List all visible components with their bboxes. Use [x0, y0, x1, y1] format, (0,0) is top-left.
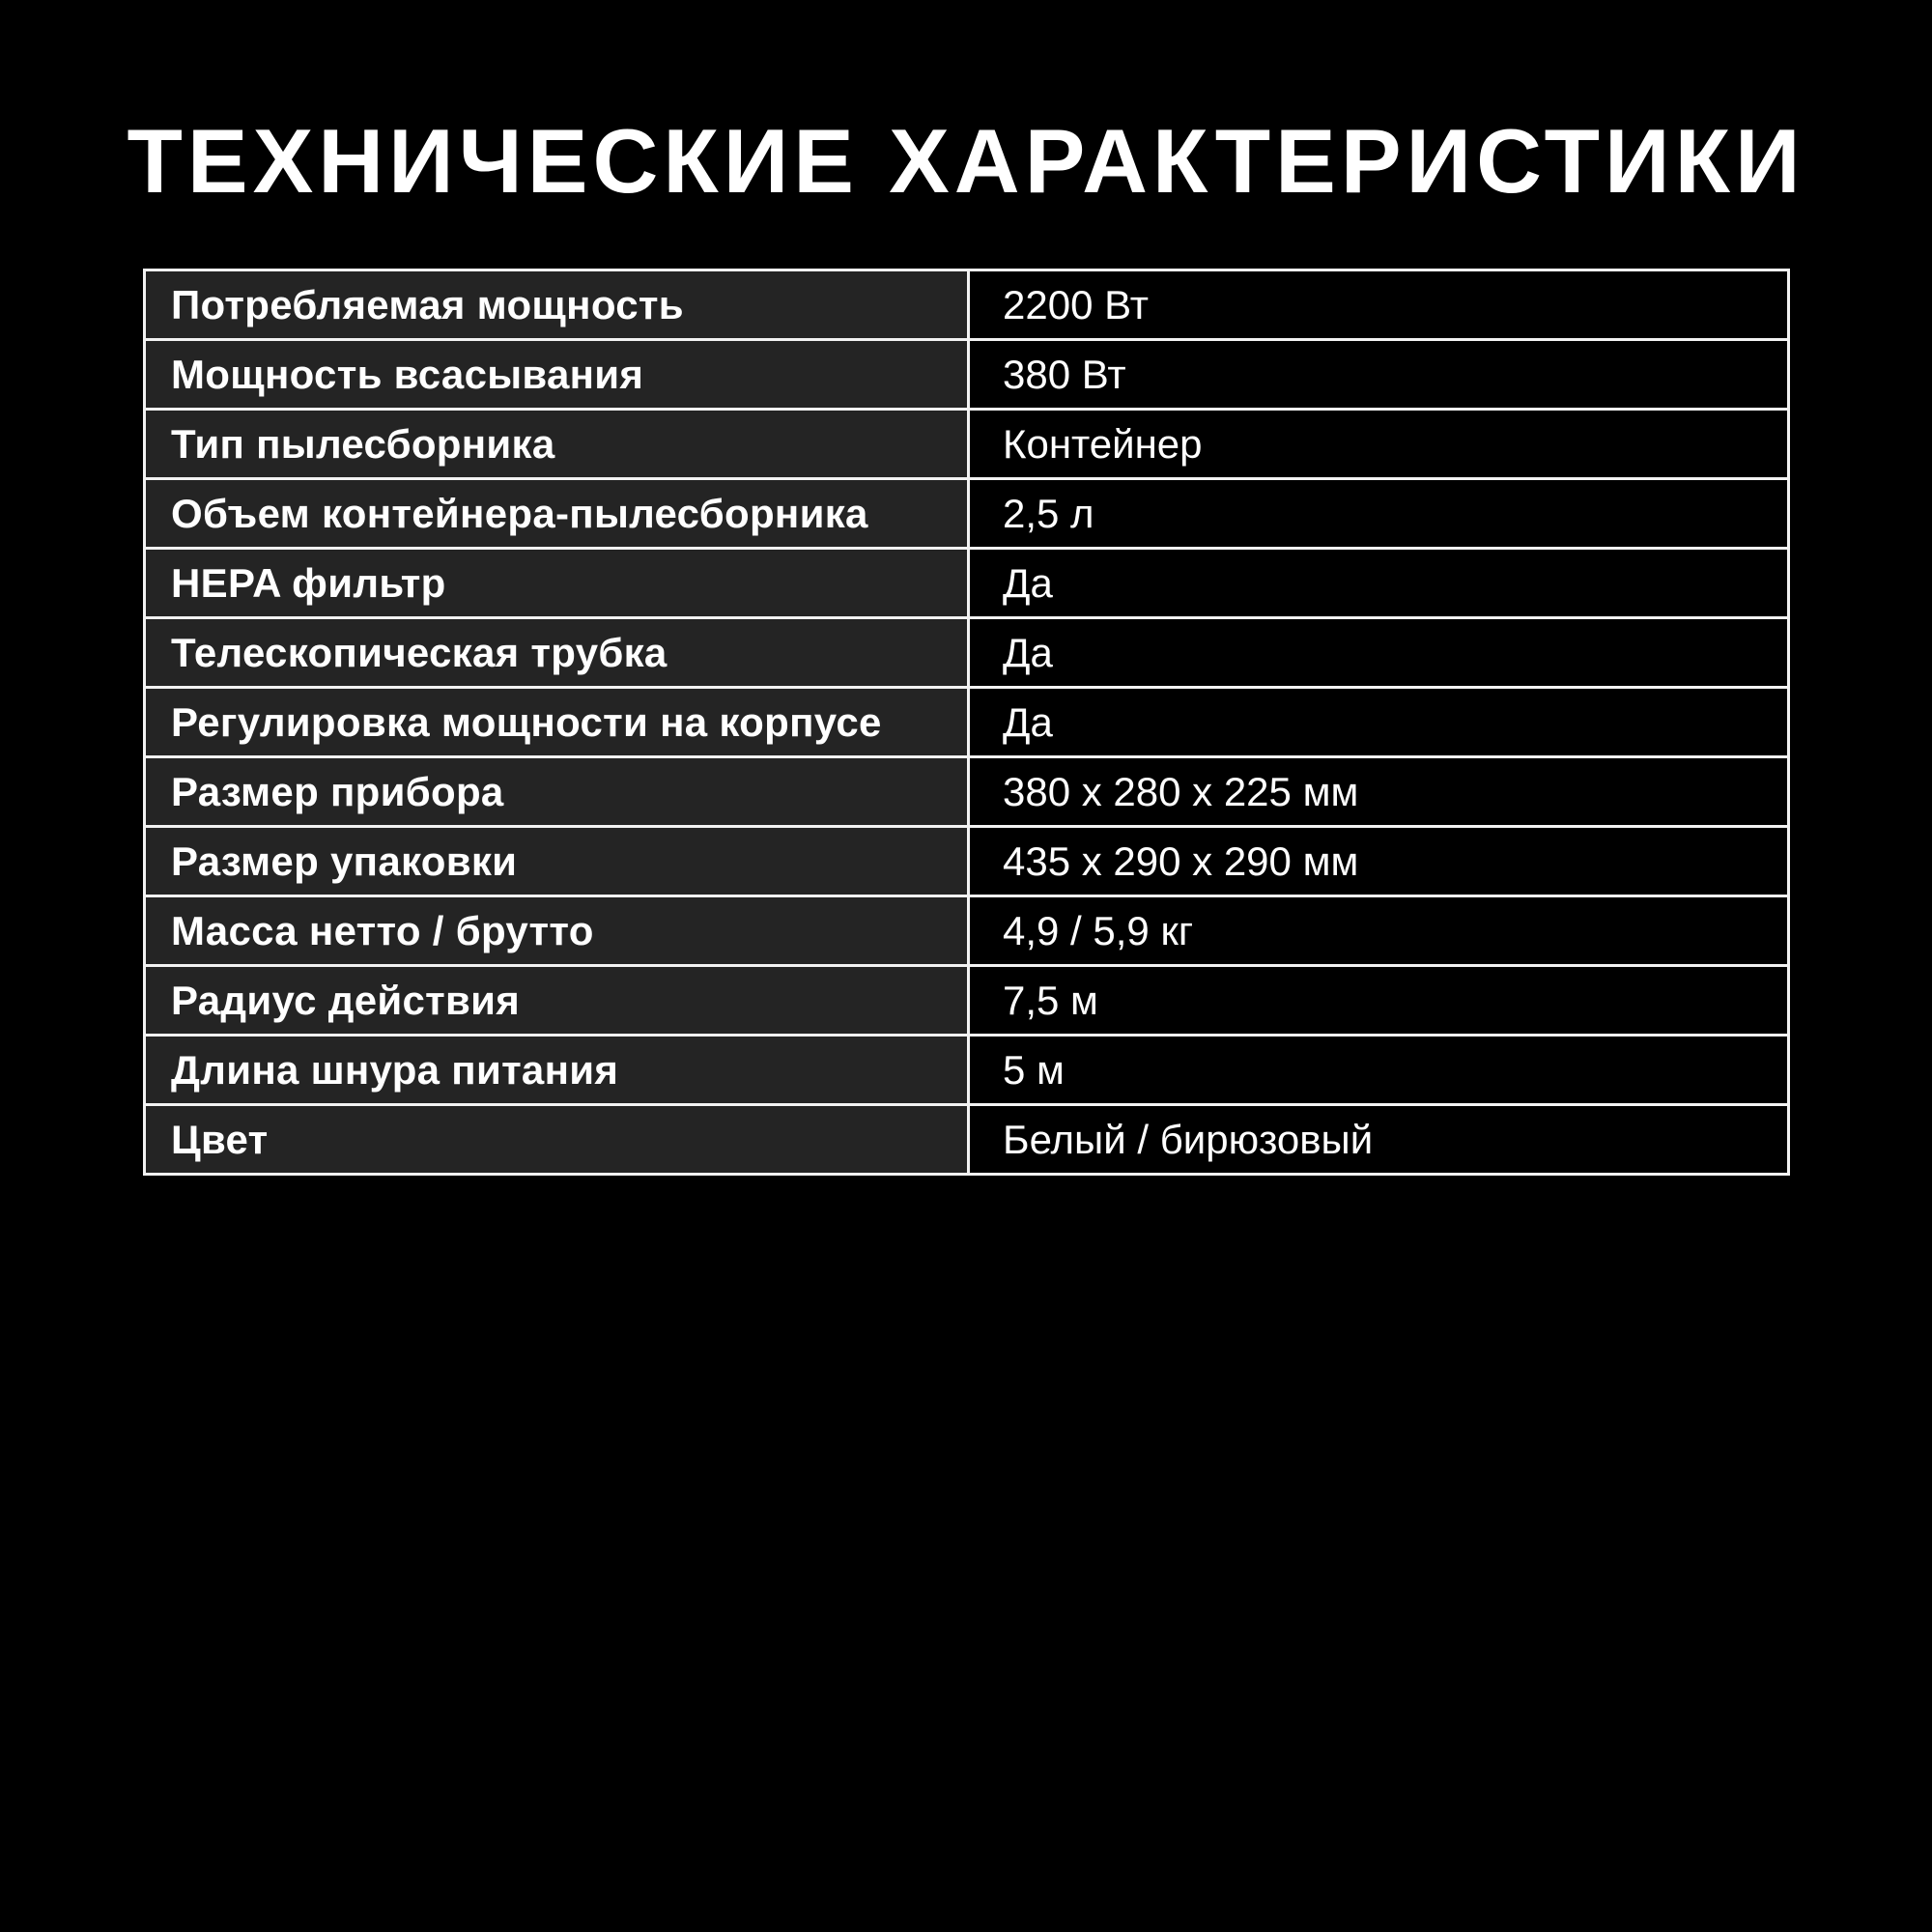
- spec-value: Контейнер: [969, 410, 1789, 479]
- table-row: [145, 340, 1789, 410]
- spec-label: Тип пылесборника: [145, 410, 969, 479]
- spec-label: Длина шнура питания: [145, 1036, 969, 1105]
- spec-value: Белый / бирюзовый: [969, 1105, 1789, 1175]
- spec-label: Цвет: [145, 1105, 969, 1175]
- spec-value: 5 м: [969, 1036, 1789, 1105]
- table-row: [145, 618, 1789, 688]
- spec-value: Да: [969, 549, 1789, 618]
- table-row: [145, 549, 1789, 618]
- table-row: [145, 896, 1789, 966]
- spec-label: Мощность всасывания: [145, 340, 969, 410]
- spec-label: Телескопическая трубка: [145, 618, 969, 688]
- specifications-table: [143, 269, 1790, 1176]
- spec-label: Радиус действия: [145, 966, 969, 1036]
- spec-value: Да: [969, 618, 1789, 688]
- spec-label: Регулировка мощности на корпусе: [145, 688, 969, 757]
- spec-label: HEPA фильтр: [145, 549, 969, 618]
- spec-label: Масса нетто / брутто: [145, 896, 969, 966]
- spec-value: 380 х 280 х 225 мм: [969, 757, 1789, 827]
- table-row: [145, 757, 1789, 827]
- table-row: [145, 410, 1789, 479]
- spec-label: Размер упаковки: [145, 827, 969, 896]
- table-row: [145, 1036, 1789, 1105]
- spec-value: 4,9 / 5,9 кг: [969, 896, 1789, 966]
- spec-label: Объем контейнера-пылесборника: [145, 479, 969, 549]
- table-row: [145, 479, 1789, 549]
- spec-value: 435 х 290 х 290 мм: [969, 827, 1789, 896]
- spec-value: 2200 Вт: [969, 270, 1789, 340]
- spec-value: 7,5 м: [969, 966, 1789, 1036]
- spec-value: 380 Вт: [969, 340, 1789, 410]
- spec-label: Размер прибора: [145, 757, 969, 827]
- table-row: [145, 1105, 1789, 1175]
- table-row: [145, 966, 1789, 1036]
- table-row: [145, 688, 1789, 757]
- spec-label: Потребляемая мощность: [145, 270, 969, 340]
- spec-value: Да: [969, 688, 1789, 757]
- table-row: [145, 827, 1789, 896]
- spec-value: 2,5 л: [969, 479, 1789, 549]
- page-title: ТЕХНИЧЕСКИЕ ХАРАКТЕРИСТИКИ: [127, 110, 1805, 212]
- table-row: [145, 270, 1789, 340]
